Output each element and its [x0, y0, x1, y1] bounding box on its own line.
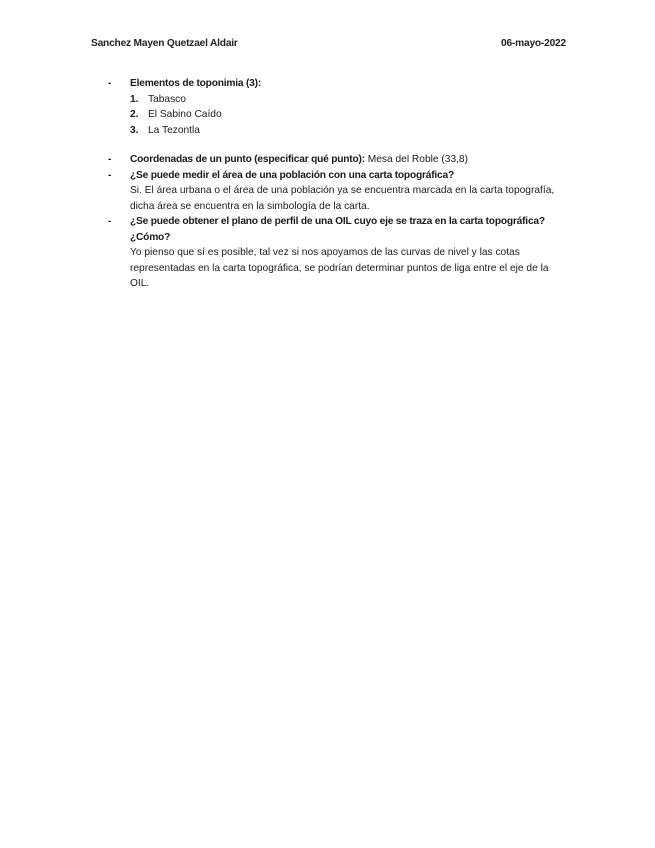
list-item: [130, 92, 568, 108]
document-body: [108, 76, 568, 292]
list-item-text: El Sabino Caído: [148, 109, 222, 120]
bullet-dash: -: [108, 216, 112, 227]
list-item-text: Tabasco: [148, 93, 186, 105]
area-answer: Si. El área urbana o el área de una población ya se encuentra marcada en la carta topografía, dicha área se encuentra en la simbología de la carta.: [130, 185, 555, 212]
coordenadas-question: Coordenadas de un punto (especificar qué punto):: [130, 154, 365, 165]
coordenadas-answer: Mesa del Roble (33,8): [367, 154, 468, 165]
toponimia-title: Elementos de toponimia (3):: [130, 78, 262, 89]
perfil-question: ¿Se puede obtener el plano de perfil de una OIL cuyo eje se traza en la carta topográfica? ¿Cómo?: [130, 216, 545, 243]
bullet-dash: -: [108, 169, 112, 181]
area-section: [108, 168, 568, 215]
perfil-section: [108, 214, 568, 292]
list-item: [130, 107, 568, 123]
toponimia-section: [108, 76, 568, 138]
list-item-text: La Tezontla: [148, 124, 200, 136]
author-name: Sanchez Mayen Quetzael Aldair: [91, 38, 238, 49]
bullet-dash: -: [108, 154, 112, 165]
list-item: [130, 123, 568, 139]
page-header: [91, 38, 566, 49]
area-question: ¿Se puede medir el área de una población con una carta topográfica?: [130, 169, 454, 181]
list-number: 3.: [130, 124, 139, 136]
document-date: 06-mayo-2022: [501, 38, 566, 49]
coordenadas-section: [108, 152, 568, 168]
toponimia-list: [130, 92, 568, 139]
list-number: 1.: [130, 93, 139, 105]
bullet-dash: -: [108, 78, 112, 89]
list-number: 2.: [130, 109, 139, 120]
perfil-answer: Yo pienso que sí es posible, tal vez si nos apoyamos de las curvas de nivel y las cotas representadas en la carta topográfica, se podrían determinar puntos de liga entre el eje de la OIL.: [130, 247, 549, 289]
